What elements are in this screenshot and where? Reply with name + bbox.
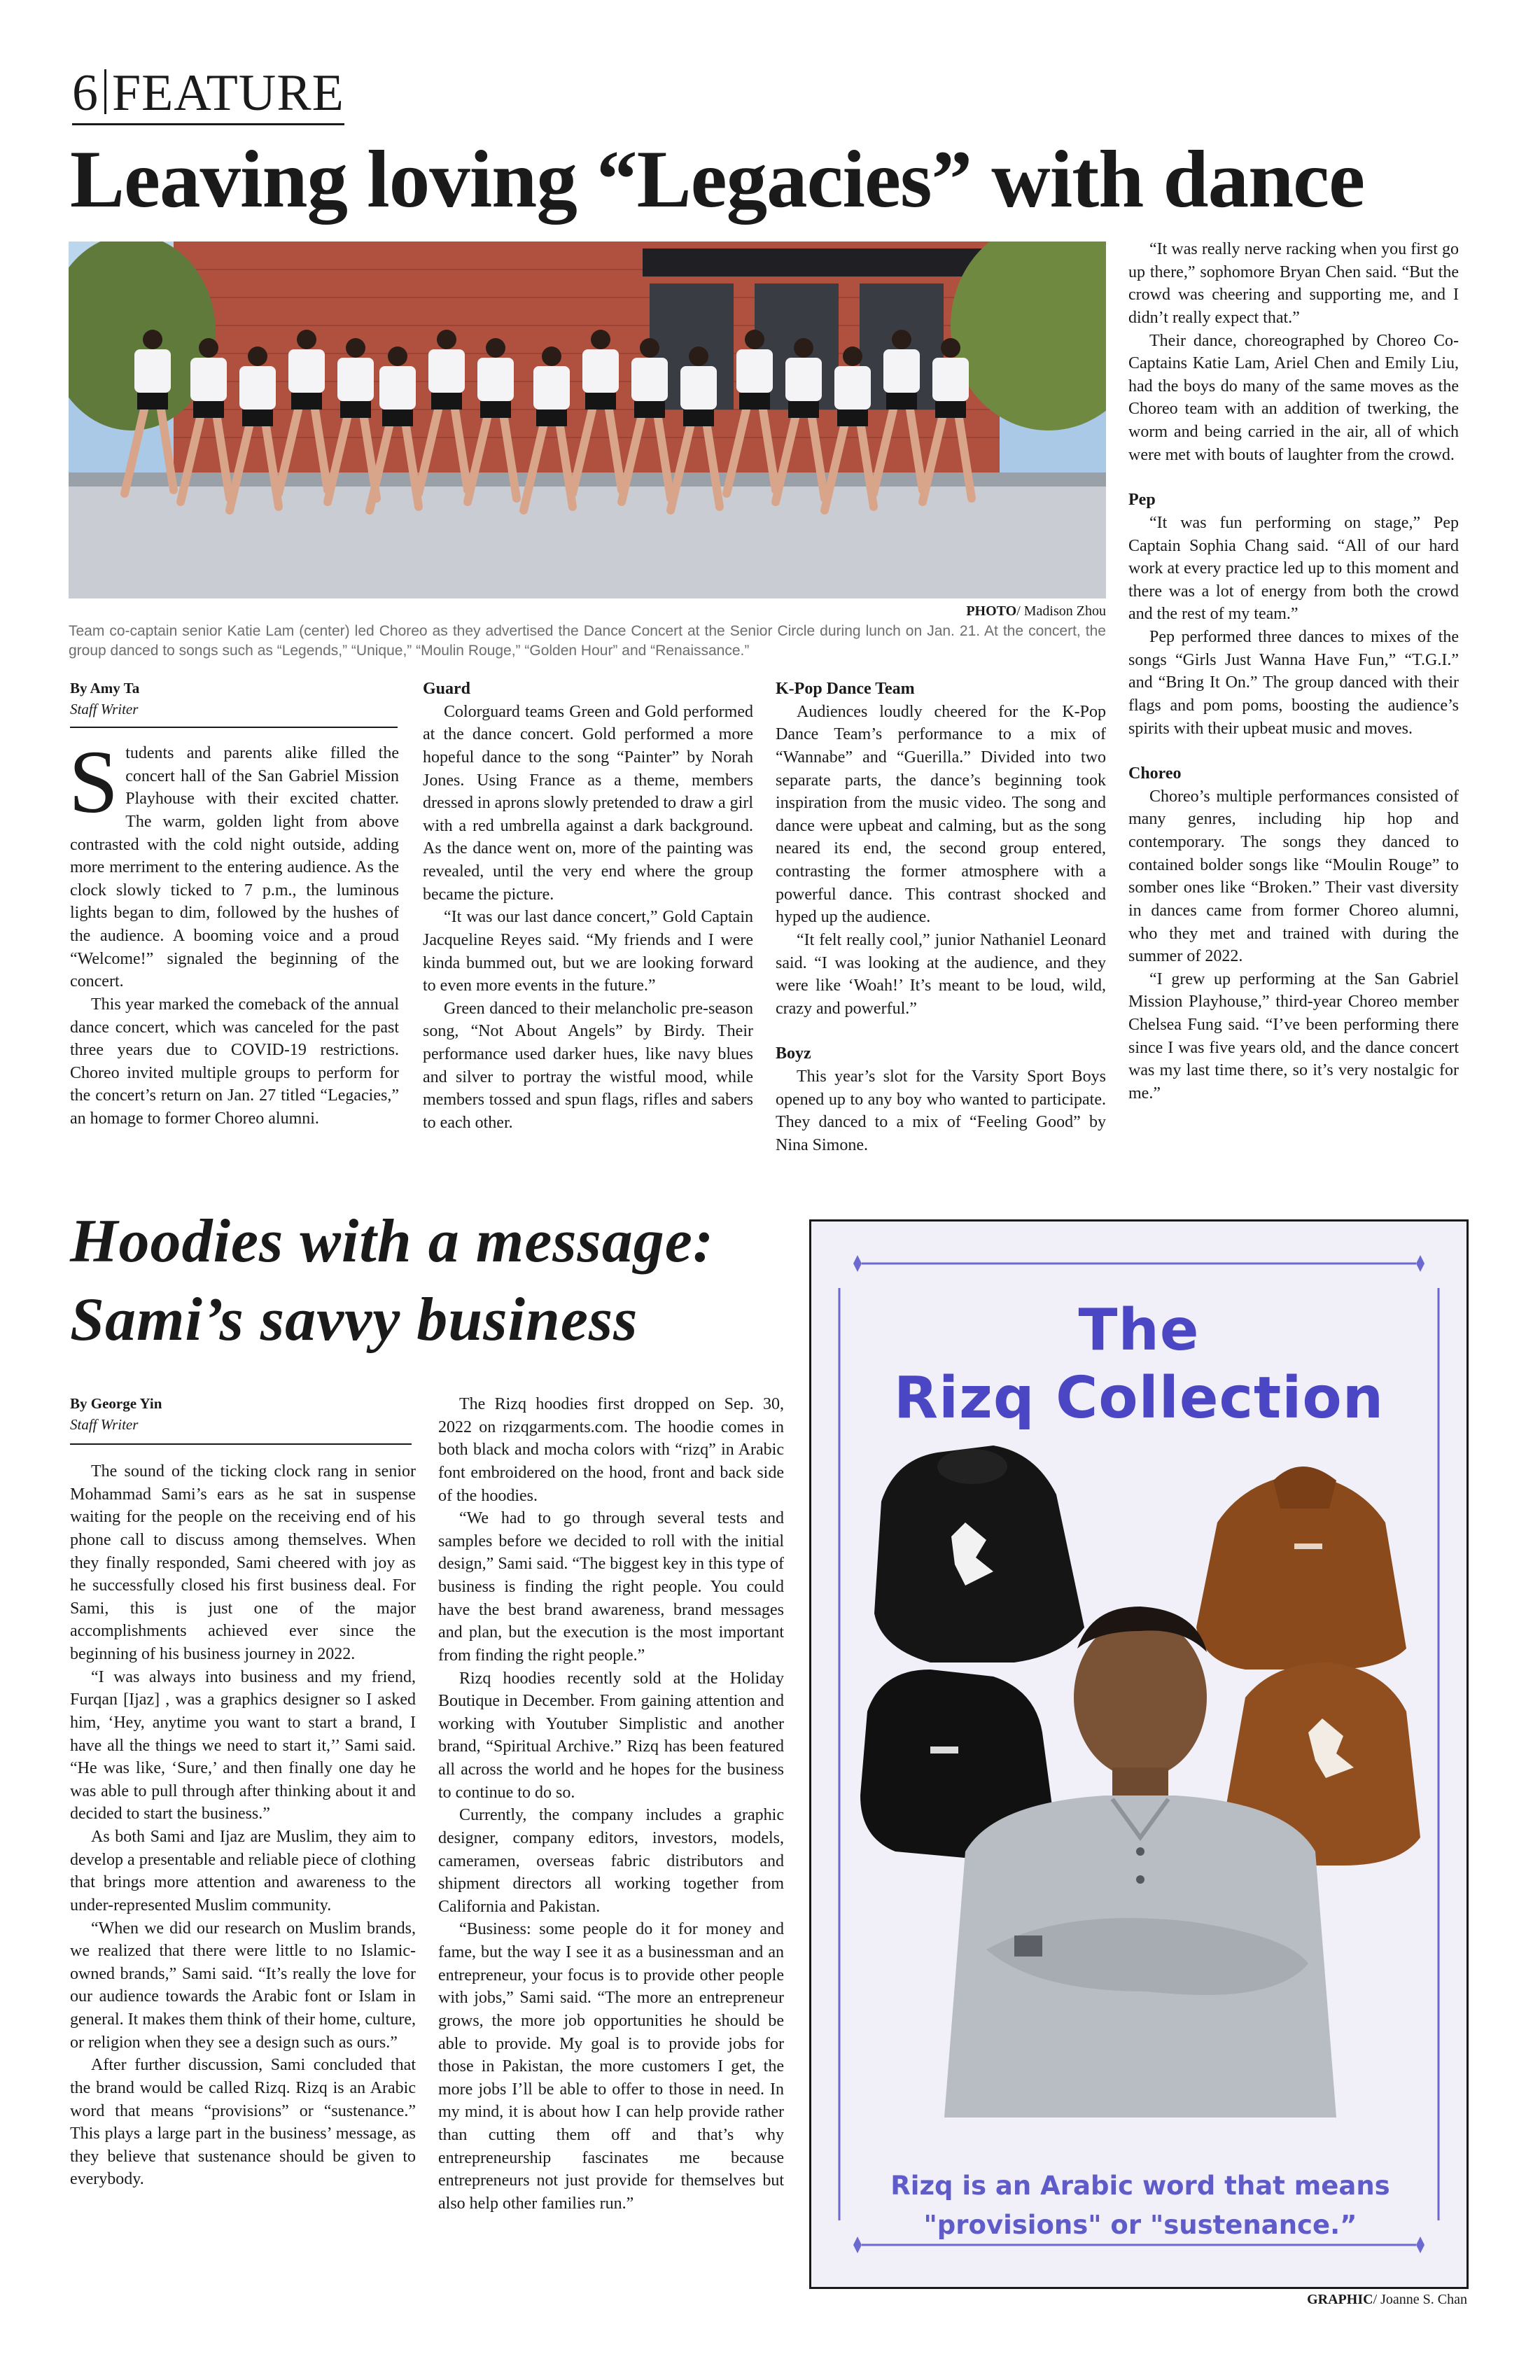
section-label bbox=[72, 64, 344, 125]
section-divider bbox=[104, 69, 106, 114]
paragraph: After further discussion, Sami concluded that the brand would be called Rizq. Rizq is an Arabic word that means “provisions” or “sustenance.” This plays a large part in the business’ message, as they believe that sustenance should be given to everybody. bbox=[70, 2056, 416, 2189]
story1-column-2 bbox=[423, 678, 753, 1135]
photo-credit-label: PHOTO bbox=[966, 603, 1017, 619]
dance-photo bbox=[69, 241, 1106, 598]
paragraph: The sound of the ticking clock rang in senior Mohammad Sami’s ears as he sat in suspense waiting for the people on the receiving end of his phone call to discuss among themselves. When they finally responded, Sami cheered with joy as he successfully closed his first business deal. For Sami, this is just one of the major accomplishments achieved ever since the beginning of his business journey in 2022. bbox=[70, 1462, 416, 1663]
byline-name: By Amy Ta bbox=[70, 680, 140, 696]
paragraph: “It was our last dance concert,” Gold Captain Jacqueline Reyes said. “My friends and I were kinda bummed out, but we are looking forward to even more events in the future.” bbox=[423, 908, 753, 995]
story1-column-4 bbox=[1128, 238, 1459, 1105]
drop-cap: S bbox=[69, 732, 119, 832]
lead-paragraph bbox=[69, 732, 399, 993]
story2-byline bbox=[70, 1393, 162, 1434]
subhead-kpop: K-Pop Dance Team bbox=[776, 680, 915, 698]
paragraph: “It felt really cool,” junior Nathaniel Leonard said. “I was looking at the audience, and they were like ‘Woah!’ It’s meant to be loud, wild, crazy and powerful.” bbox=[776, 930, 1106, 1018]
spacer bbox=[776, 1020, 1106, 1042]
paragraph: This year marked the comeback of the annual dance concert, which was canceled for the past three years due to COVID-19 restrictions. Choreo invited multiple groups to perform for the concert’s return on Jan. 27 titled “Legacies,” an homage to former Choreo alumni. bbox=[70, 995, 399, 1128]
story2-column-1 bbox=[70, 1460, 416, 2191]
story1-headline: Leaving loving “Legacies” with dance bbox=[70, 134, 1365, 225]
story1-column-3 bbox=[776, 678, 1106, 1157]
paragraph: “I was always into business and my friend, Furqan [Ijaz] , was a graphics designer so I asked him, ‘Hey, anytime you want to start a brand, I have all the things we need to start it,’’ Sami said. “He was like, ‘Sure,’ and then finally one day he was able to pull through after thinking about it and decided to start the business.” bbox=[70, 1667, 416, 1823]
paragraph: “We had to go through several tests and samples before we decided to roll with the initial design,” Sami said. “The biggest key in this type of business is finding the right people. You could have the best brand awareness, brand messages and plan, but the execution is the most important from finding the right people.” bbox=[438, 1509, 784, 1665]
story2-headline-line1: Hoodies with a message: bbox=[70, 1208, 715, 1275]
photo-credit-name: / Madison Zhou bbox=[1016, 603, 1106, 619]
story1-column-1 bbox=[69, 732, 399, 1130]
subhead-pep: Pep bbox=[1128, 491, 1156, 510]
story1-byline bbox=[70, 678, 139, 719]
graphic-tagline bbox=[853, 2166, 1427, 2244]
paragraph: “It was really nerve racking when you first go up there,” sophomore Bryan Chen said. “But the crowd was cheering and supporting me, and I didn’t really expect that.” bbox=[1128, 240, 1459, 327]
subhead-boyz: Boyz bbox=[776, 1044, 811, 1063]
graphic-title-line1: The bbox=[1078, 1297, 1200, 1364]
paragraph: “Business: some people do it for money and fame, but the way I see it as a businessman and an entrepreneur, your focus is to provide other people with jobs,” Sami said. “The more an entrepreneur grows, the more job opportunities he should be able to provide. My goal is to provide jobs for those in Pakistan, the more customers I get, the more jobs I’ll be able to offer to those in need. In my mind, it is about how I can help provide rather than cutting them off and that’s why entrepreneurship fascinates me because entrepreneurs not just provide for themselves but also help other families run.” bbox=[438, 1920, 784, 2213]
byline-role: Staff Writer bbox=[70, 1415, 139, 1433]
story2-column-2 bbox=[438, 1393, 784, 2216]
graphic-credit bbox=[1190, 2292, 1467, 2308]
lead-paragraph-text: tudents and parents alike filled the concert hall of the San Gabriel Mission Playhouse with their excited chatter. The warm, golden light from above contrasted with the cold night outside, adding more merriment to the entering audience. As the clock slowly ticked to 7 p.m., the luminous lights began to dim, followed by the hushes of the audience. A booming voice and a proud “Welcome!” signaled the beginning of the concert. bbox=[70, 744, 399, 991]
graphic-credit-name: / Joanne S. Chan bbox=[1373, 2292, 1467, 2307]
rizq-graphic bbox=[809, 1219, 1469, 2289]
hoodies-and-model-illustration bbox=[853, 1418, 1427, 2152]
paragraph: Rizq hoodies recently sold at the Holiday Boutique in December. From gaining attention and working with Youtuber Simplistic and another brand, “Spiritual Archive.” Rizq has been featured all across the world and he hopes for the business to continue to do so. bbox=[438, 1669, 784, 1802]
graphic-credit-label: GRAPHIC bbox=[1307, 2292, 1373, 2307]
byline-role: Staff Writer bbox=[70, 700, 139, 718]
graphic-title-line2: Rizq Collection bbox=[893, 1365, 1385, 1432]
paragraph: Pep performed three dances to mixes of the songs “Girls Just Wanna Have Fun,” “T.G.I.” and “Bring It On.” The group danced with their flags and pom poms, boosting the audience’s spirits with their upbeat music and moves. bbox=[1128, 628, 1459, 738]
spacer bbox=[1128, 466, 1459, 489]
section-name: FEATURE bbox=[112, 64, 344, 122]
paragraph: “When we did our research on Muslim brands, we realized that there were little to no Islamic-owned brands,” Sami said. “It’s really the love for our audience towards the Arabic font or Islam in general. It makes them think of their home, culture, or religion when they see a design such as ours.” bbox=[70, 1919, 416, 2052]
paragraph: As both Sami and Ijaz are Muslim, they aim to develop a presentable and reliable piece of clothing that brings more attention and awareness to the under-represented Muslim community. bbox=[70, 1828, 416, 1914]
graphic-tagline-line2: "provisions" or "sustenance.” bbox=[923, 2209, 1357, 2240]
black-hoodie-icon bbox=[874, 1446, 1084, 1662]
photo-caption: Team co-captain senior Katie Lam (center) led Choreo as they advertised the Dance Concert at the Senior Circle during lunch on Jan. 21. At the concert, the group danced to songs such as “Legends,” “Unique,” “Moulin Rouge,” “Golden Hour” and “Renaissance.” bbox=[69, 623, 1106, 659]
paragraph: Audiences loudly cheered for the K-Pop Dance Team’s performance to a mix of “Wannabe” and “Guerilla.” Divided into two separate parts, the dance’s beginning took inspiration from the music video. The song and dance were upbeat and calming, but as the song neared its end, the second group entered, contrasting the former atmosphere with a powerful dance. This contrast shocked and hyped up the audience. bbox=[776, 702, 1106, 927]
spacer bbox=[1128, 740, 1459, 762]
paragraph: Green danced to their melancholic pre-season song, “Not About Angels” by Birdy. Their performance used darker hues, like navy blues and silver to portray the wistful mood, while members tossed and spun flags, rifles and sabers to each other. bbox=[423, 999, 753, 1132]
story2-headline-line2: Sami’s savvy business bbox=[70, 1285, 638, 1354]
brown-hoodie-icon bbox=[1196, 1466, 1406, 1670]
paragraph: “I grew up performing at the San Gabriel Mission Playhouse,” third-year Choreo member Chelsea Fung said. “I’ve been performing there since I was five years old, and the dance concert was my last time there, so it’s very nostalgic for me.” bbox=[1128, 969, 1459, 1102]
paragraph: Colorguard teams Green and Gold performed at the dance concert. Gold performed a more hopeful dance to the song “Painter” by Norah Jones. Using France as a theme, members dressed in aprons slowly pretended to draw a girl with a red umbrella against a dark background. As the dance went on, more of the painting was revealed, until the very end where the group became the picture. bbox=[423, 702, 753, 904]
paragraph: The Rizq hoodies first dropped on Sep. 30, 2022 on rizqgarments.com. The hoodie comes in both black and mocha colors with “rizq” in Arabic font embroidered on the hood, front and back side of the hoodies. bbox=[438, 1395, 784, 1505]
byline-rule bbox=[70, 727, 398, 728]
paragraph: Their dance, choreographed by Choreo Co-Captains Katie Lam, Ariel Chen and Emily Liu, had the boys do many of the same moves as the Choreo team with an addition of twerking, the worm and being carried in the air, all of which were met with bouts of laughter from the crowd. bbox=[1128, 331, 1459, 464]
paragraph: Choreo’s multiple performances consisted of many genres, including hip hop and contemporary. The songs they danced to contained bolder songs like “Moulin Rouge” to somber ones like “Broken.” Their vast diversity in dances came from former Choreo alumni, who they met and trained with during the summer of 2022. bbox=[1128, 787, 1459, 966]
byline-rule bbox=[70, 1443, 412, 1445]
graphic-tagline-line1: Rizq is an Arabic word that means bbox=[890, 2171, 1390, 2201]
paragraph: This year’s slot for the Varsity Sport Boys opened up to any boy who wanted to participate. They danced to a mix of “Feeling Good” by Nina Simone. bbox=[776, 1068, 1106, 1154]
photo-credit bbox=[868, 603, 1106, 620]
story2-headline bbox=[70, 1203, 784, 1359]
paragraph: Currently, the company includes a graphic designer, company editors, investors, models, cameramen, overseas fabric distributors and shipment directors all working together from California and Pakistan. bbox=[438, 1806, 784, 1916]
subhead-guard: Guard bbox=[423, 680, 471, 698]
page-number: 6 bbox=[72, 64, 99, 122]
subhead-choreo: Choreo bbox=[1128, 764, 1182, 783]
paragraph: “It was fun performing on stage,” Pep Captain Sophia Chang said. “All of our hard work at every practice led up to this moment and there was a lot of energy from both the crowd and the rest of my team.” bbox=[1128, 513, 1459, 624]
byline-name: By George Yin bbox=[70, 1395, 162, 1412]
